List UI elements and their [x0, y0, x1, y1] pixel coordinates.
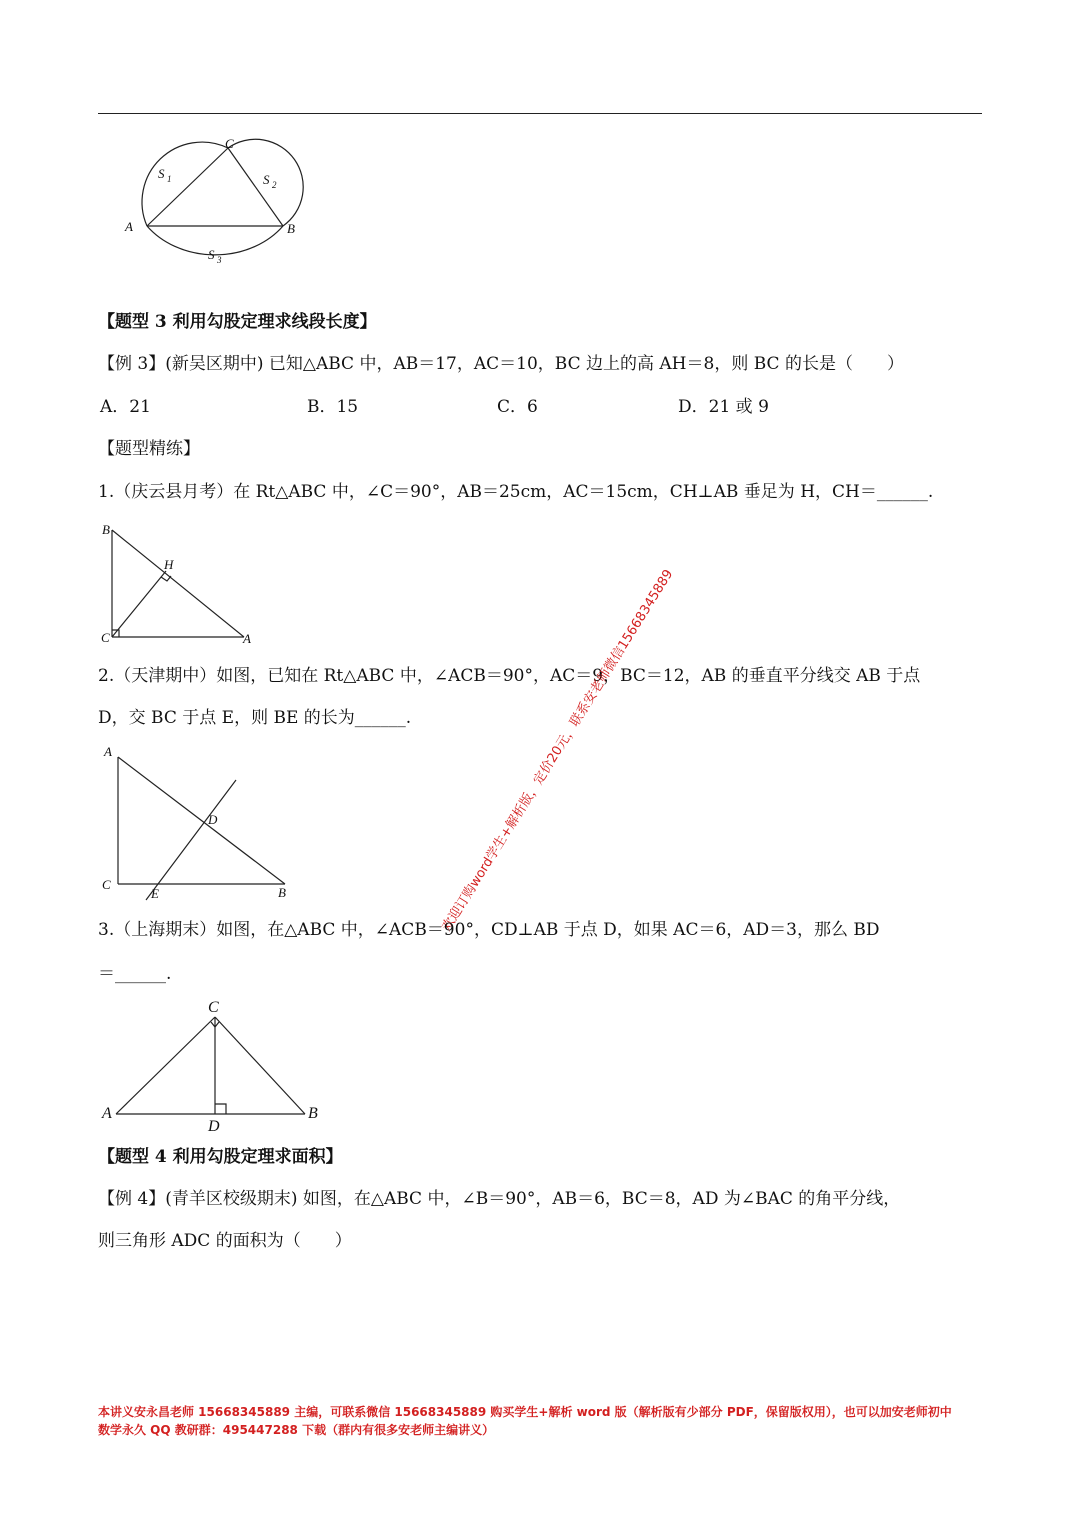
fig1-label-a: A: [243, 631, 251, 645]
fig3-label-b: B: [308, 1105, 318, 1122]
footer-line1: 本讲义安永昌老师 15668345889 主编，可联系微信 15668345889 购买学生+解析 word 版（解析版有少部分 PDF，保留版权用），也可以加安老师初中: [98, 1405, 952, 1419]
fig1-label-h: H: [164, 557, 174, 572]
fig2-label-a: A: [104, 744, 112, 759]
figure-q2: [98, 740, 298, 905]
fig2-label-c: C: [102, 877, 111, 892]
label-s1: S: [158, 166, 165, 181]
fig3-label-d: D: [208, 1118, 220, 1135]
label-s2: S: [263, 172, 270, 187]
question-2-line2: D，交 BC 于点 E，则 BE 的长为______.: [98, 708, 412, 728]
label-s1-sub: 1: [167, 174, 172, 184]
figure-q1: [98, 520, 263, 645]
label-a: A: [125, 219, 133, 234]
label-s3-sub: 3: [217, 255, 222, 265]
example3-option-a: A．21: [100, 397, 151, 417]
fig2-label-d: D: [208, 812, 218, 827]
example3-text: 【例 3】(新吴区期中) 已知△ABC 中，AB＝17，AC＝10，BC 边上的高 AH＝8，则 BC 的长是（ ）: [98, 354, 904, 374]
fig1-label-b: B: [102, 522, 110, 537]
semicircle-s3: [147, 226, 283, 255]
example3-option-c: C．6: [497, 397, 538, 417]
example4-line2: 则三角形 ADC 的面积为（ ）: [98, 1231, 352, 1251]
label-c: C: [225, 136, 234, 151]
question-2-line1: 2.（天津期中）如图，已知在 Rt△ABC 中，∠ACB＝90°，AC＝9，BC＝12，AB 的垂直平分线交 AB 于点: [98, 666, 921, 686]
section3-title: 【题型 3 利用勾股定理求线段长度】: [98, 312, 377, 332]
fig2-label-b: B: [278, 885, 286, 900]
label-s2-sub: 2: [272, 180, 277, 190]
question-3-line2: ＝______.: [98, 964, 172, 984]
fig3-label-c: C: [208, 999, 219, 1016]
footer-line2: 数学永久 QQ 教研群：495447288 下载（群内有很多安老师主编讲义）: [98, 1423, 495, 1437]
example3-option-b: B．15: [307, 397, 359, 417]
watermark-text: 欢迎订购word学生+解析版，定价20元，联系安老师微信15668345889: [439, 567, 677, 935]
example3-option-d: D．21 或 9: [678, 397, 769, 417]
section4-title: 【题型 4 利用勾股定理求面积】: [98, 1147, 343, 1167]
semicircle-s1: [142, 142, 228, 226]
fig3-label-a: A: [102, 1105, 112, 1122]
fig2-label-e: E: [151, 886, 159, 901]
fig1-label-c: C: [101, 630, 110, 645]
figure-q3: [98, 995, 328, 1135]
label-b: B: [287, 221, 295, 236]
label-s3: S: [208, 247, 215, 262]
semicircle-figure: [115, 130, 315, 300]
question-1-text: 1.（庆云县月考）在 Rt△ABC 中，∠C＝90°，AB＝25cm，AC＝15cm，CH⊥AB 垂足为 H，CH＝______.: [98, 482, 934, 502]
header-rule: [98, 113, 982, 114]
practice-title: 【题型精练】: [98, 439, 200, 459]
question-3-line1: 3.（上海期末）如图，在△ABC 中，∠ACB＝90°，CD⊥AB 于点 D，如果 AC＝6，AD＝3，那么 BD: [98, 920, 880, 940]
example4-line1: 【例 4】(青羊区校级期末) 如图，在△ABC 中，∠B＝90°，AB＝6，BC＝8，AD 为∠BAC 的角平分线，: [98, 1189, 901, 1209]
